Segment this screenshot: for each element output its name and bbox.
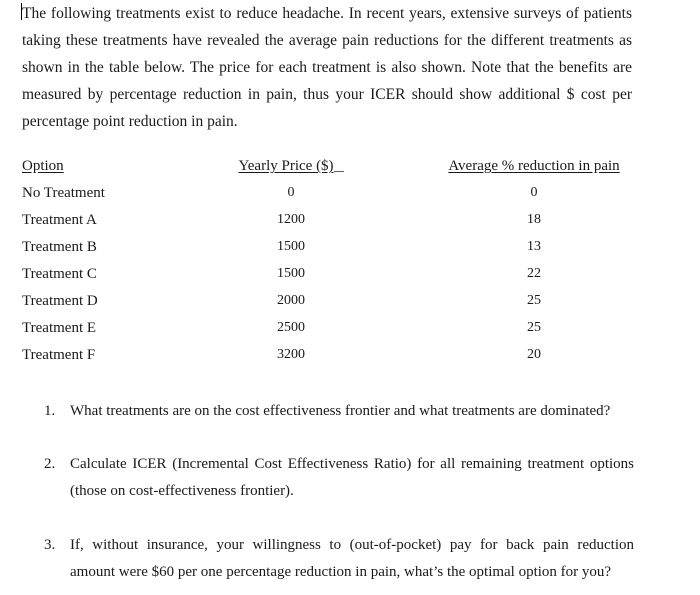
question-number: 3. bbox=[44, 537, 56, 553]
question-line: (those on cost-effectiveness frontier). bbox=[70, 483, 294, 499]
row-reduction: 18 bbox=[527, 212, 541, 227]
row-price: 1500 bbox=[277, 239, 305, 254]
question-item bbox=[22, 451, 634, 505]
row-option: Treatment A bbox=[22, 212, 97, 228]
row-option: Treatment D bbox=[22, 293, 98, 309]
row-price: 2000 bbox=[277, 293, 305, 308]
question-number: 2. bbox=[44, 456, 56, 472]
intro-line: shown in the table below. The price for each treatment is also shown. Note that the benefits are bbox=[22, 59, 632, 76]
table-row bbox=[22, 239, 634, 266]
question-line: amount were $60 per one percentage reduction in pain, what’s the optimal option for you? bbox=[70, 564, 612, 580]
table-row bbox=[22, 347, 634, 374]
table-row bbox=[22, 266, 634, 293]
header-price bbox=[232, 158, 350, 175]
question-line: Calculate ICER (Incremental Cost Effectiveness Ratio) for all remaining treatment options bbox=[70, 456, 634, 472]
row-reduction: 22 bbox=[527, 266, 541, 281]
question-text bbox=[70, 451, 634, 505]
header-reduction: Average % reduction in pain bbox=[448, 158, 620, 174]
intro-line: taking these treatments have revealed the average pain reductions for the different treatments as bbox=[22, 32, 632, 49]
row-price: 1500 bbox=[277, 266, 305, 281]
row-price: 1200 bbox=[277, 212, 305, 227]
row-option: Treatment F bbox=[22, 347, 96, 363]
table-header-row bbox=[22, 158, 634, 185]
question-line: What treatments are on the cost effectiveness frontier and what treatments are dominated? bbox=[70, 403, 611, 419]
row-option: Treatment C bbox=[22, 266, 97, 282]
question-number: 1. bbox=[44, 403, 56, 419]
question-item bbox=[22, 532, 634, 586]
question-item bbox=[22, 398, 634, 425]
row-reduction: 25 bbox=[527, 293, 541, 308]
row-reduction: 25 bbox=[527, 320, 541, 335]
row-price: 0 bbox=[287, 185, 295, 200]
table-row bbox=[22, 212, 634, 239]
question-list bbox=[22, 398, 634, 586]
header-option: Option bbox=[22, 158, 64, 174]
question-text bbox=[70, 398, 634, 425]
intro-line: percentage point reduction in pain. bbox=[22, 113, 238, 130]
table-row bbox=[22, 185, 634, 212]
intro-line: The following treatments exist to reduce headache. In recent years, extensive surveys of patients bbox=[22, 5, 632, 22]
row-option: Treatment E bbox=[22, 320, 97, 336]
header-price-label: Yearly Price ($) bbox=[238, 158, 334, 174]
question-line: If, without insurance, your willingness to (out-of-pocket) pay for back pain reduction bbox=[70, 537, 634, 553]
row-reduction: 13 bbox=[527, 239, 541, 254]
row-price: 3200 bbox=[277, 347, 305, 362]
intro-line: measured by percentage reduction in pain, thus your ICER should show additional $ cost per bbox=[22, 86, 632, 103]
row-reduction: 20 bbox=[527, 347, 541, 362]
row-reduction: 0 bbox=[530, 185, 538, 200]
table-row bbox=[22, 320, 634, 347]
row-price: 2500 bbox=[277, 320, 305, 335]
table-row bbox=[22, 293, 634, 320]
question-text bbox=[70, 532, 634, 586]
treatment-table bbox=[22, 158, 634, 374]
row-option: Treatment B bbox=[22, 239, 97, 255]
row-option: No Treatment bbox=[22, 185, 105, 201]
intro-paragraph bbox=[22, 0, 632, 135]
